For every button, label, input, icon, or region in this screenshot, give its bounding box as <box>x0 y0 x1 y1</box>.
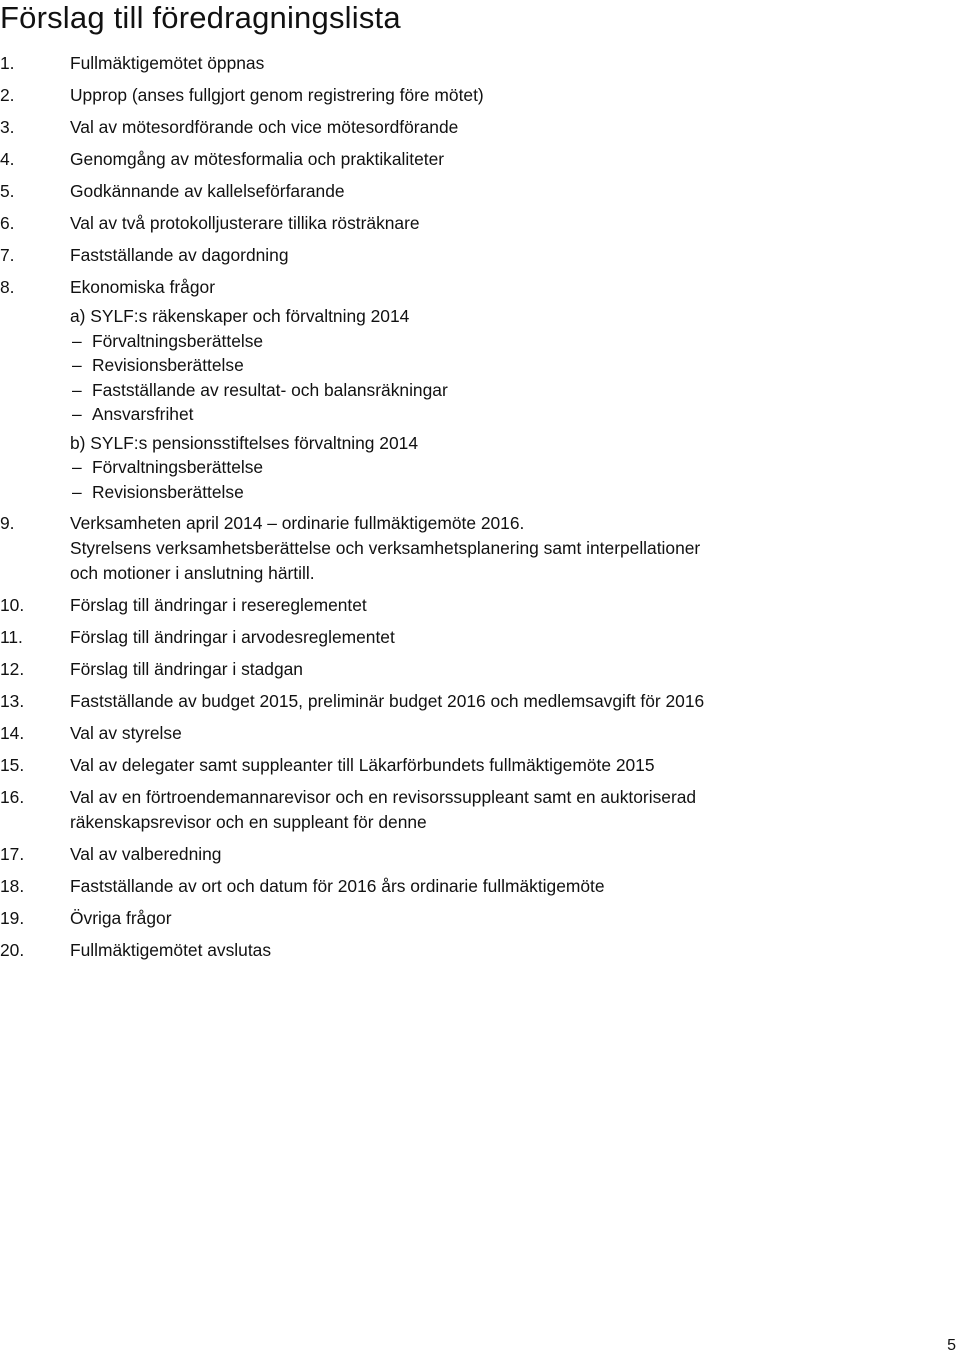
agenda-item-number: 5. <box>0 181 15 201</box>
dash-glyph: – <box>72 404 82 424</box>
agenda-item-text: Fullmäktigemötet öppnas <box>70 53 265 73</box>
dash-glyph: – <box>72 379 82 400</box>
agenda-subitem <box>70 455 960 480</box>
agenda-item-number: 20. <box>0 940 25 960</box>
agenda-item-number: 10. <box>0 595 25 615</box>
agenda-item <box>0 785 960 835</box>
agenda-item <box>0 657 960 682</box>
agenda-item-number: 13. <box>0 691 25 711</box>
agenda-item-line: Styrelsens verksamhetsberättelse och verksamhetsplanering samt interpellationer <box>70 538 701 558</box>
agenda-item-text: Förslag till ändringar i resereglementet <box>70 595 367 615</box>
agenda-subitem <box>70 378 960 403</box>
agenda-item-text: Fastställande av ort och datum för 2016 års ordinarie fullmäktigemöte <box>70 876 605 896</box>
agenda-item-number: 19. <box>0 908 25 928</box>
agenda-item <box>0 179 960 204</box>
agenda-item-number: 15. <box>0 755 25 775</box>
agenda-item <box>0 906 960 931</box>
agenda-subsection <box>70 431 960 505</box>
agenda-item-line: Val av en förtroendemannarevisor och en revisorssuppleant samt en auktoriserad <box>70 787 697 807</box>
agenda-item-number: 6. <box>0 213 15 233</box>
agenda-item-text: Förslag till ändringar i stadgan <box>70 659 303 679</box>
agenda-item-line: och motioner i anslutning härtill. <box>70 563 315 583</box>
agenda-item-number: 8. <box>0 277 15 297</box>
dash-glyph: – <box>72 355 82 375</box>
dash-glyph: – <box>72 330 82 351</box>
agenda-item-line: räkenskapsrevisor och en suppleant för denne <box>70 812 427 832</box>
agenda-item <box>0 874 960 899</box>
agenda-item-text: Övriga frågor <box>70 908 172 928</box>
agenda-item <box>0 842 960 867</box>
agenda-item-number: 12. <box>0 659 25 679</box>
agenda-item-line: Verksamheten april 2014 – ordinarie fullmäktigemöte 2016. <box>70 513 525 533</box>
agenda-subsection <box>70 304 960 427</box>
agenda-subitem-text: Revisionsberättelse <box>92 355 244 375</box>
dash-glyph: – <box>72 481 82 502</box>
agenda-item-number: 4. <box>0 149 15 169</box>
agenda-item-number: 16. <box>0 787 25 807</box>
agenda-item-number: 17. <box>0 844 25 864</box>
agenda-item <box>0 511 960 586</box>
agenda-item <box>0 938 960 963</box>
agenda-item-text: Fullmäktigemötet avslutas <box>70 940 272 960</box>
agenda-item <box>0 753 960 778</box>
agenda-item <box>0 51 960 76</box>
agenda-item-text: Upprop (anses fullgjort genom registrering före mötet) <box>70 85 484 105</box>
agenda-subitem-text: Förvaltningsberättelse <box>92 330 264 351</box>
agenda-subitem-text: Revisionsberättelse <box>92 481 244 502</box>
agenda-item-number: 3. <box>0 117 15 137</box>
agenda-subitem-text: Ansvarsfrihet <box>92 404 194 424</box>
agenda-item <box>0 243 960 268</box>
agenda-item-number: 18. <box>0 876 25 896</box>
agenda-item-text: Fastställande av dagordning <box>70 245 289 265</box>
page-title: Förslag till föredragningslista <box>0 0 401 35</box>
agenda-item <box>0 689 960 714</box>
agenda-item-number: 2. <box>0 85 15 105</box>
agenda-item-number: 7. <box>0 245 15 265</box>
agenda-item <box>0 721 960 746</box>
agenda-item <box>0 147 960 172</box>
agenda-item <box>0 211 960 236</box>
agenda-item-number: 1. <box>0 53 15 73</box>
agenda-subitem-text: Förvaltningsberättelse <box>92 457 264 477</box>
agenda-list <box>0 51 960 970</box>
agenda-item-text: Förslag till ändringar i arvodesreglementet <box>70 627 395 647</box>
agenda-item <box>0 275 960 504</box>
agenda-subitem <box>70 480 960 505</box>
agenda-item-number: 9. <box>0 513 15 533</box>
agenda-item <box>0 593 960 618</box>
agenda-item-text: Genomgång av mötesformalia och praktikaliteter <box>70 149 445 169</box>
agenda-item-text: Val av valberedning <box>70 844 222 864</box>
agenda-item <box>0 115 960 140</box>
agenda-item-text: Godkännande av kallelseförfarande <box>70 181 345 201</box>
agenda-item <box>0 625 960 650</box>
agenda-subitem <box>70 402 960 427</box>
page-number: 5 <box>947 1337 956 1354</box>
agenda-subsection-title: b) SYLF:s pensionsstiftelses förvaltning 2014 <box>70 432 418 453</box>
agenda-subitem-text: Fastställande av resultat- och balansräkningar <box>92 379 448 400</box>
agenda-item-text: Val av delegater samt suppleanter till Läkarförbundets fullmäktigemöte 2015 <box>70 755 655 775</box>
agenda-item-text: Ekonomiska frågor <box>70 277 215 297</box>
agenda-item-text: Val av styrelse <box>70 723 182 743</box>
agenda-subitem <box>70 353 960 378</box>
dash-glyph: – <box>72 457 82 477</box>
agenda-item-number: 14. <box>0 723 25 743</box>
agenda-item-text: Fastställande av budget 2015, preliminär budget 2016 och medlemsavgift för 2016 <box>70 691 705 711</box>
agenda-subsection-title: a) SYLF:s räkenskaper och förvaltning 2014 <box>70 306 410 326</box>
agenda-item-number: 11. <box>0 627 23 647</box>
agenda-item-text: Val av två protokolljusterare tillika rösträknare <box>70 213 420 233</box>
agenda-subitem <box>70 329 960 354</box>
agenda-item-text: Val av mötesordförande och vice mötesordförande <box>70 117 459 137</box>
agenda-item <box>0 83 960 108</box>
